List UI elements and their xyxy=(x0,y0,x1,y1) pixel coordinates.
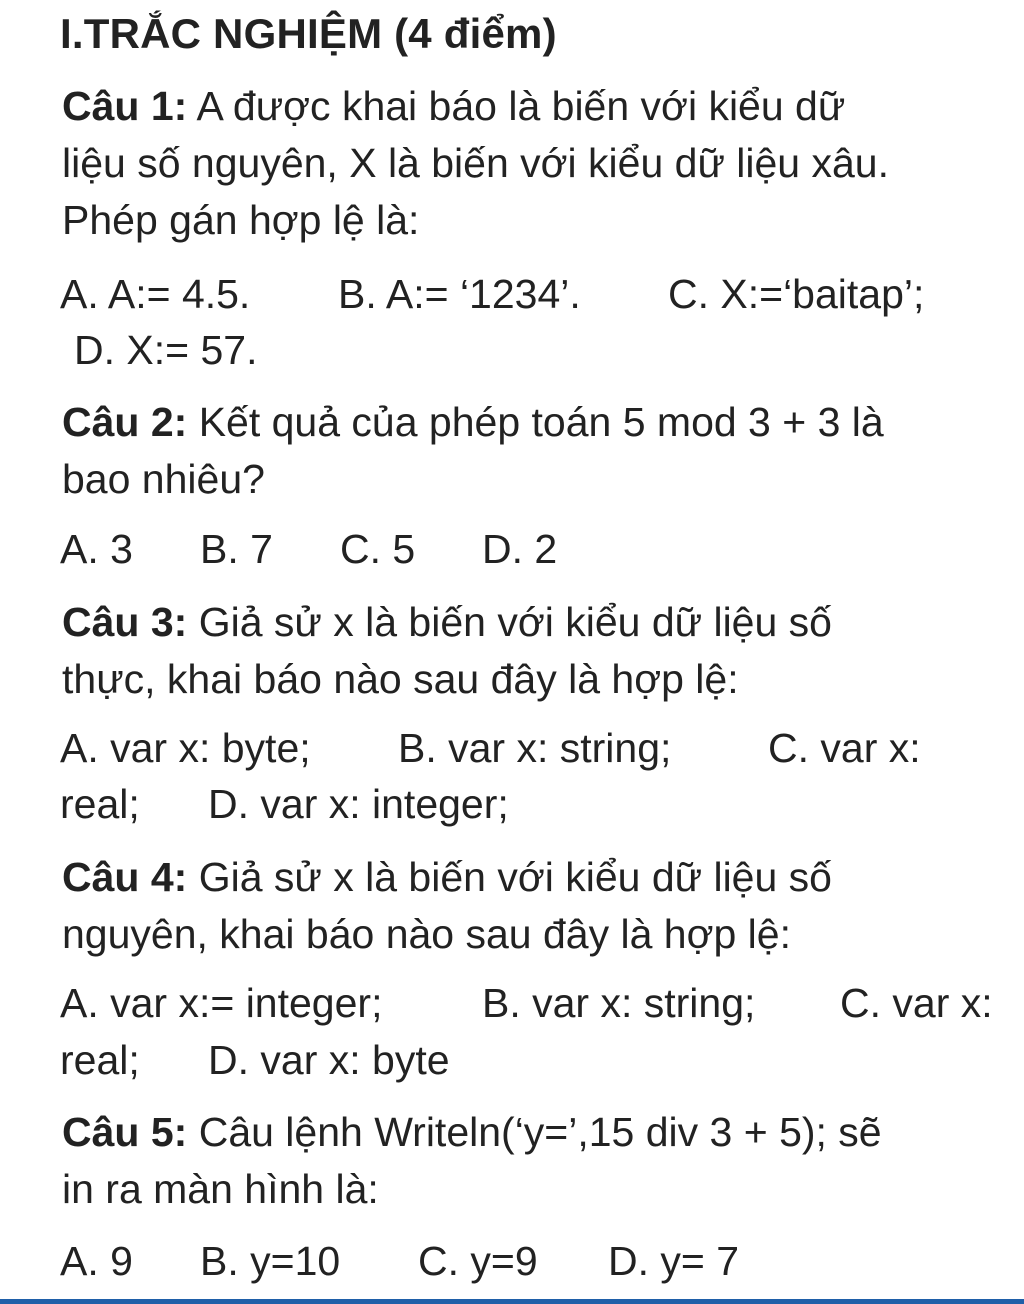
bottom-divider xyxy=(0,1299,1024,1304)
question-5-text-1: Câu lệnh Writeln(‘y=’,15 div 3 + 5); sẽ xyxy=(187,1109,882,1155)
question-2-option-c: C. 5 xyxy=(340,526,416,572)
question-2-option-b: B. 7 xyxy=(200,526,273,572)
question-4-label: Câu 4: xyxy=(62,854,188,900)
question-5-option-c: C. y=9 xyxy=(418,1238,538,1284)
question-1-option-a: A. A:= 4.5. xyxy=(60,271,251,317)
question-4-option-b: B. var x: string; xyxy=(482,980,756,1026)
question-5-option-a: A. 9 xyxy=(60,1238,133,1284)
question-5-line-1 xyxy=(62,1106,882,1158)
question-2-text-1: Kết quả của phép toán 5 mod 3 + 3 là xyxy=(187,399,884,445)
question-2-line-2: bao nhiêu? xyxy=(62,456,265,502)
question-4-option-c-cont: real; xyxy=(60,1037,140,1083)
question-3-text-1: Giả sử x là biến với kiểu dữ liệu số xyxy=(187,599,832,645)
question-5-option-d: D. y= 7 xyxy=(608,1238,740,1284)
question-1-option-d: D. X:= 57. xyxy=(74,327,258,373)
question-4-option-d: D. var x: byte xyxy=(208,1037,450,1083)
question-5-line-2: in ra màn hình là: xyxy=(62,1166,379,1212)
question-5-option-b: B. y=10 xyxy=(200,1238,341,1284)
question-4-option-a: A. var x:= integer; xyxy=(60,980,383,1026)
question-4-text-1: Giả sử x là biến với kiểu dữ liệu số xyxy=(187,854,832,900)
question-4-option-c: C. var x: xyxy=(840,980,993,1026)
question-3-line-2: thực, khai báo nào sau đây là hợp lệ: xyxy=(62,656,739,702)
question-3-label: Câu 3: xyxy=(62,599,188,645)
question-2-option-d: D. 2 xyxy=(482,526,558,572)
question-3-option-c-cont: real; xyxy=(60,781,140,827)
question-1-line-3: Phép gán hợp lệ là: xyxy=(62,197,420,243)
question-1-option-c: C. X:=‘baitap’; xyxy=(668,271,925,317)
question-1-line-2: liệu số nguyên, X là biến với kiểu dữ liệu xâu. xyxy=(62,140,889,186)
question-2-option-a: A. 3 xyxy=(60,526,133,572)
question-3-option-c: C. var x: xyxy=(768,725,921,771)
question-3-option-a: A. var x: byte; xyxy=(60,725,311,771)
question-2-line-1 xyxy=(62,396,884,448)
question-3-option-b: B. var x: string; xyxy=(398,725,672,771)
question-1-label: Câu 1: xyxy=(62,83,188,129)
question-3-line-1 xyxy=(62,596,832,648)
question-3-option-d: D. var x: integer; xyxy=(208,781,509,827)
question-1-text-1: A được khai báo là biến với kiểu dữ xyxy=(187,83,846,129)
question-4-line-2: nguyên, khai báo nào sau đây là hợp lệ: xyxy=(62,911,791,957)
question-1-option-b: B. A:= ‘1234’. xyxy=(338,271,581,317)
question-2-label: Câu 2: xyxy=(62,399,188,445)
question-5-label: Câu 5: xyxy=(62,1109,188,1155)
question-1-line-1 xyxy=(62,80,845,132)
question-4-line-1 xyxy=(62,851,832,903)
section-title: I.TRẮC NGHIỆM (4 điểm) xyxy=(60,10,557,57)
